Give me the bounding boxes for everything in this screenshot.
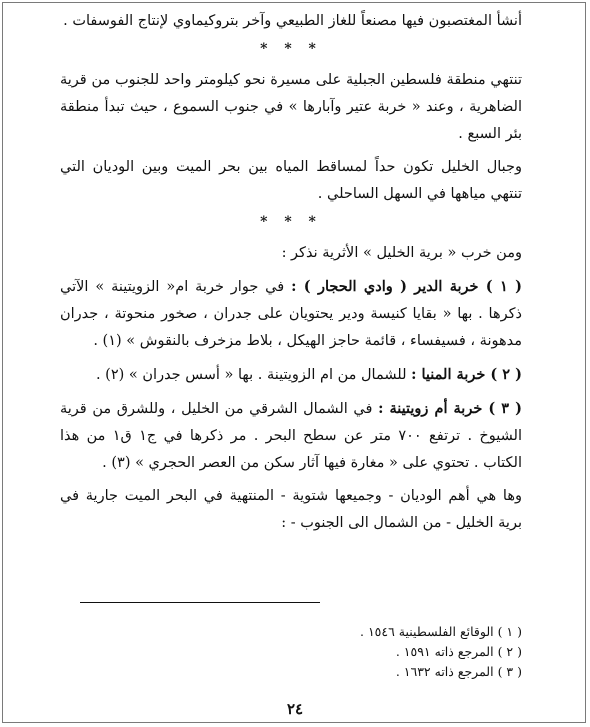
list-item-text: للشمال من ام الزويتينة . بها « أسس جدران » (٢) . [95,367,407,383]
footnote-divider [80,602,320,603]
list-item-text: في الشمال الشرقي من الخليل ، وللشرق من قرية الشيوخ . ترتفع ٧٠٠ متر عن سطح البحر . مر ذكرها في ج١ ق١ من هذا الكتاب . تحتوي على « مغارة فيها آثار سكن من العصر الحجري » (٣) . [60,401,523,471]
list-item-heading: ( ٣ ) خربة أم زويتينة : [378,400,522,417]
list-item-heading: ( ١ ) خربة الدير ( وادي الحجار ) : [291,278,523,295]
list-item-khirbet-al-dayr [60,273,522,355]
list-item-khirbet-umm-zuwaytina [60,395,522,477]
paragraph-ruins-intro: ومن خرب « برية الخليل » الأثرية نذكر : [281,245,522,261]
footnote-item: ( ١ ) الوقائع الفلسطينية ١٥٤٦ . [360,624,522,639]
paragraph-hebron-mountains: وجبال الخليل تكون حداً لمساقط المياه بين بحر الميت وبين الوديان التي تنتهي مياهها في السهل الساحلي . [60,159,522,202]
paragraph-gas-factory: أنشأ المغتصبون فيها مصنعاً للغاز الطبيعي وآخر بتروكيماوي لإنتاج الفوسفات . [63,13,522,29]
list-item-khirbet-al-minya [60,361,522,389]
page-number: ٢٤ [286,700,304,718]
page-body [60,8,522,543]
list-item-text: في جوار خربة ام« الزويتينة » الآتي ذكرها . بها « بقايا كنيسة ودير يحتويان على جدران ، صخور منحوتة ، جدران مدهونة ، فسيفساء ، قائمة حاجز الهيكل ، بلاط مزخرف بالنقوش » (١) . [60,279,522,349]
section-separator: * * * [260,41,322,57]
footnotes [60,622,522,682]
paragraph-wadis: وها هي أهم الوديان - وجميعها شتوية - المنتهية في البحر الميت جارية في برية الخليل - من الشمال الى الجنوب - : [60,488,522,531]
footnote-item: ( ٣ ) المرجع ذاته ١٦٣٢ . [395,664,522,679]
section-separator: * * * [260,214,322,230]
paragraph-mountain-region: تنتهي منطقة فلسطين الجبلية على مسيرة نحو كيلومتر واحد للجنوب من قرية الضاهرية ، وعند « خربة عتير وآبارها » في جنوب السموع ، حيث تبدأ منطقة بئر السبع . [60,72,522,142]
list-item-heading: ( ٢ ) خربة المنيا : [411,366,522,383]
footnote-item: ( ٢ ) المرجع ذاته ١٥٩١ . [395,644,522,659]
